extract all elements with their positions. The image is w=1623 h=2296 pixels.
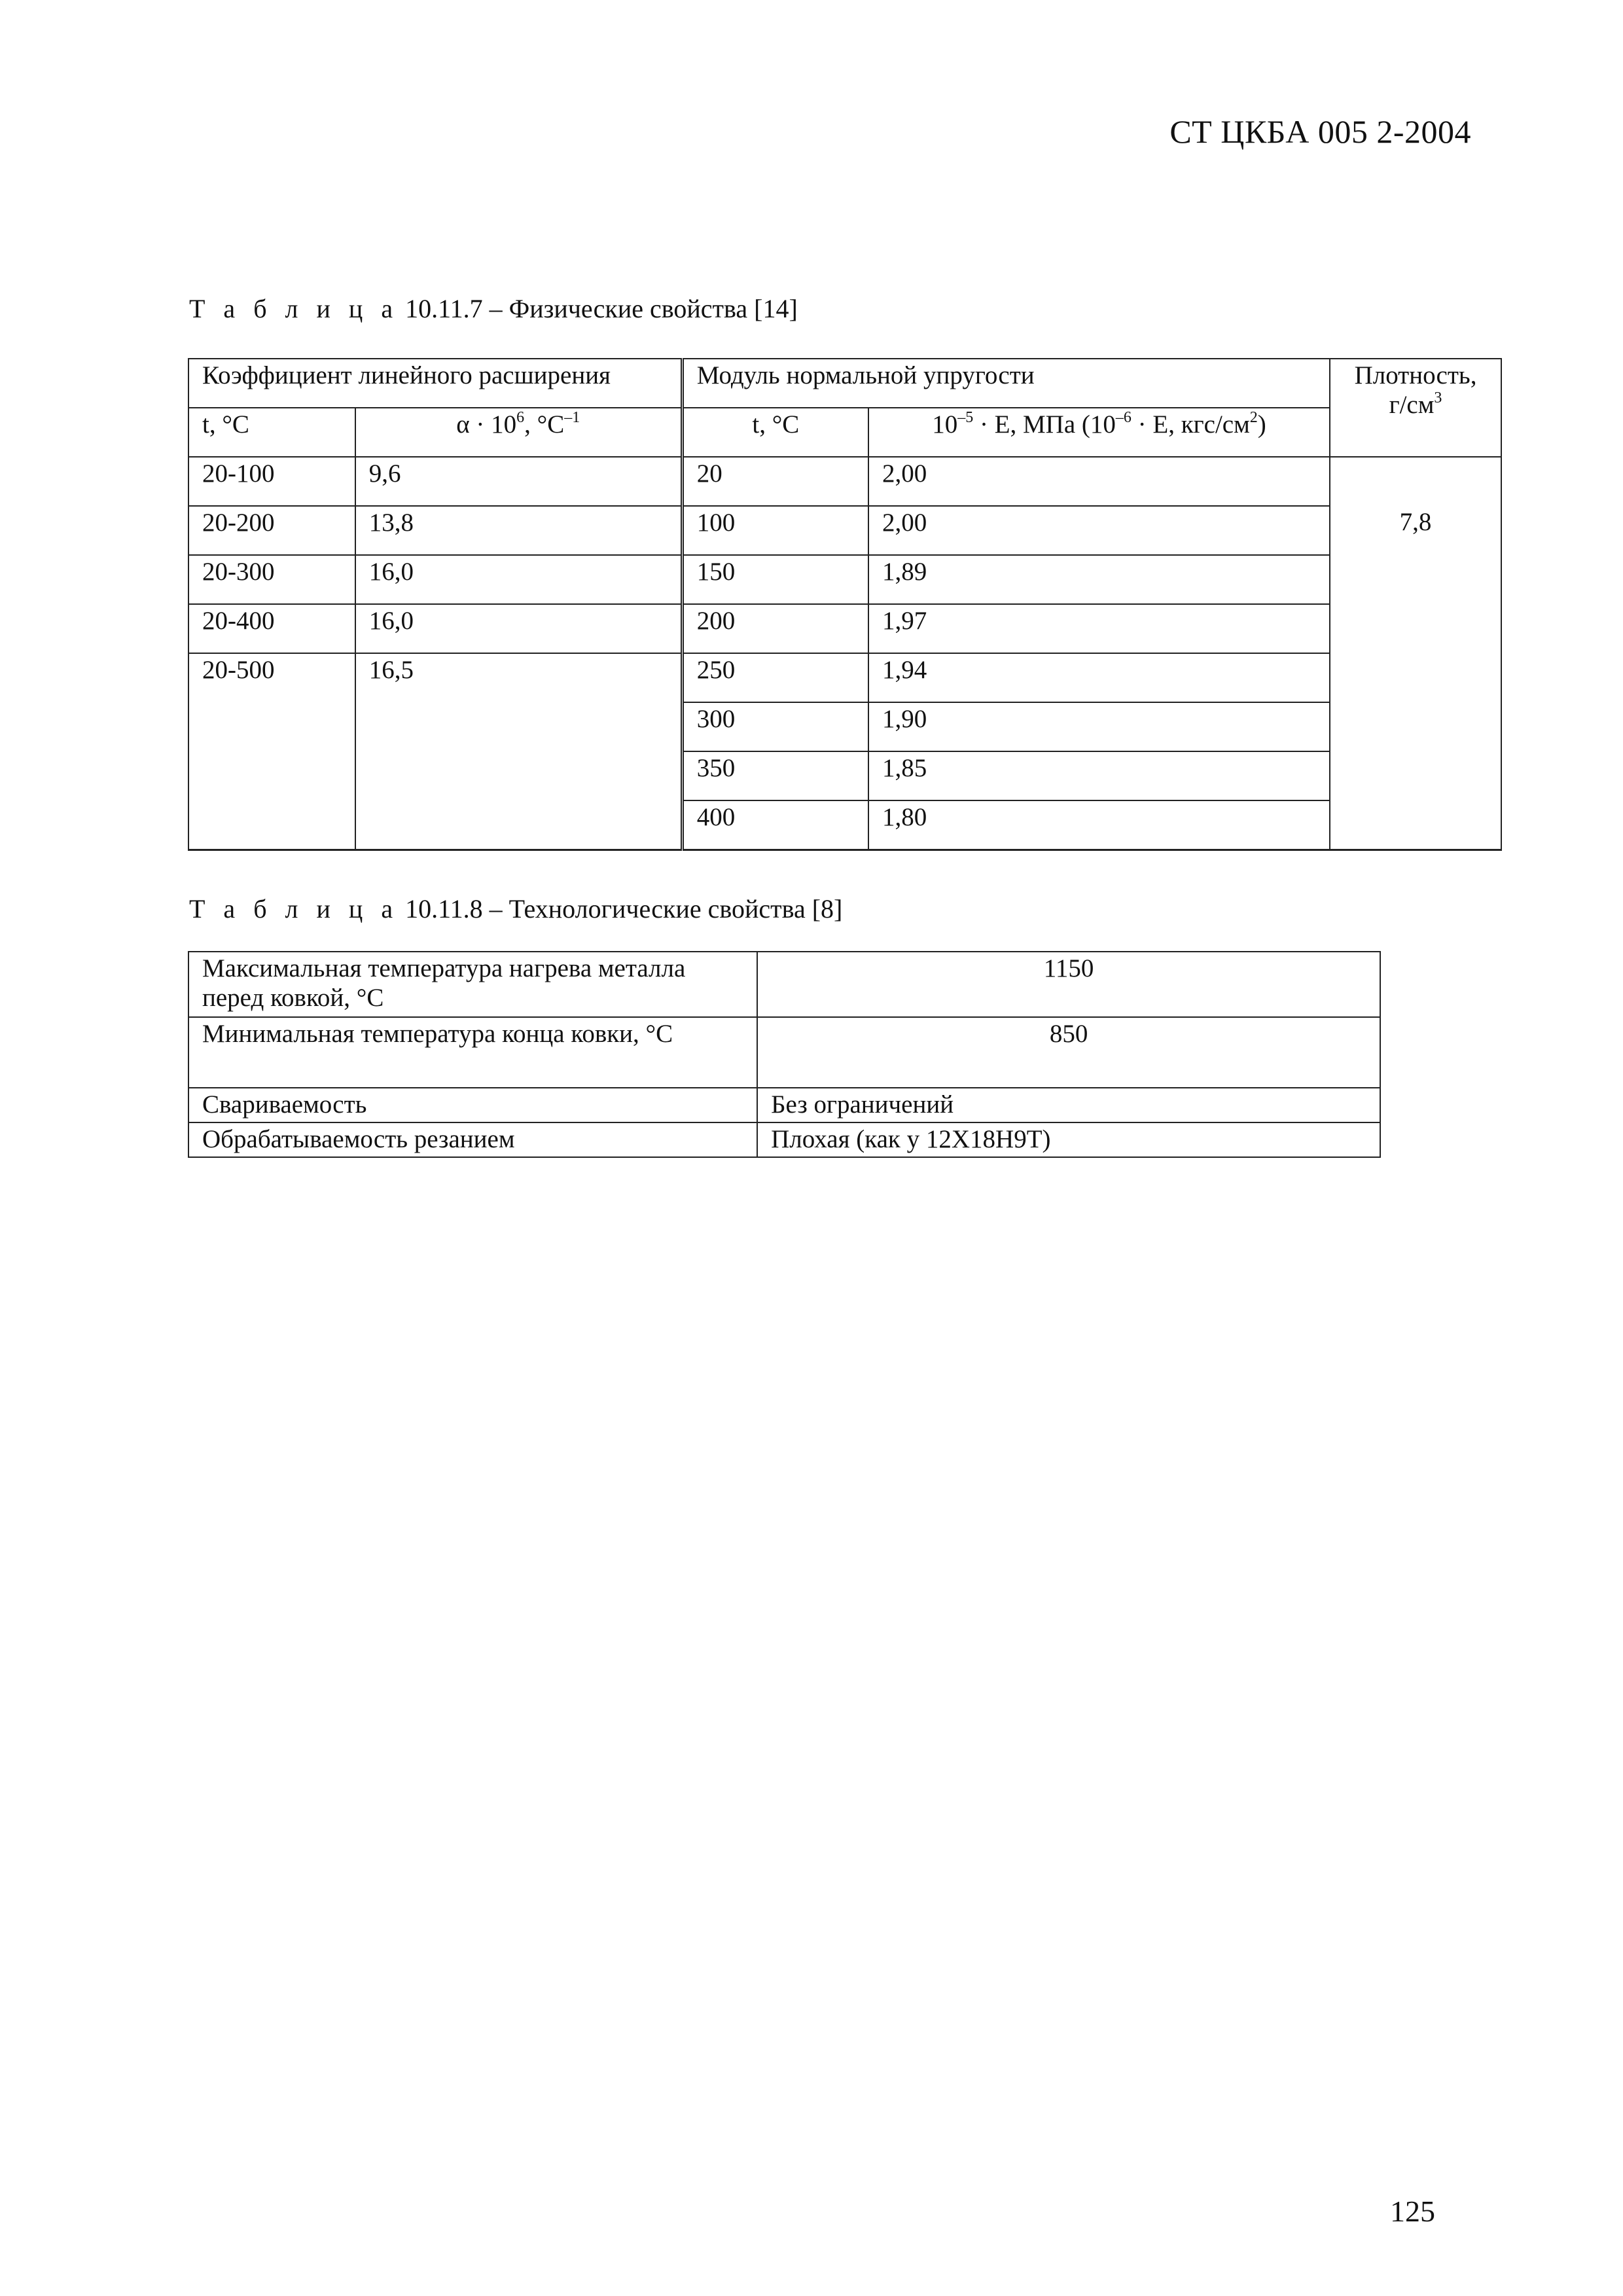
header-alpha bbox=[355, 408, 682, 457]
e-sup1: –5 bbox=[957, 409, 974, 426]
property-cell: Свариваемость bbox=[188, 1088, 757, 1122]
header-expansion-group: Коэффициент линейного расширения bbox=[188, 359, 682, 408]
table-row bbox=[188, 1017, 1380, 1088]
expansion-alpha-cell: 16,0 bbox=[355, 555, 682, 604]
density-value-cell bbox=[1330, 457, 1501, 850]
modulus-e-cell: 2,00 bbox=[868, 506, 1330, 555]
modulus-t-cell: 20 bbox=[682, 457, 868, 506]
e-end: ) bbox=[1257, 410, 1266, 439]
alpha-label: α · 10 bbox=[456, 410, 517, 439]
technological-properties-table bbox=[188, 951, 1381, 1158]
physical-properties-table bbox=[188, 358, 1502, 851]
property-cell: Обрабатываемость резанием bbox=[188, 1122, 757, 1157]
alpha-unit-sup: –1 bbox=[564, 409, 580, 426]
table-row bbox=[188, 604, 1501, 653]
density-header-unit: г/см bbox=[1389, 390, 1435, 419]
modulus-e-cell: 1,90 bbox=[868, 702, 1330, 751]
modulus-t-cell: 200 bbox=[682, 604, 868, 653]
modulus-e-cell: 1,94 bbox=[868, 653, 1330, 702]
header-modulus-group: Модуль нормальной упругости bbox=[682, 359, 1330, 408]
table-row bbox=[188, 555, 1501, 604]
table-caption-technological bbox=[189, 893, 842, 924]
property-cell: Максимальная температура нагрева металла перед ковкой, °C bbox=[188, 952, 757, 1017]
table-subheader-row bbox=[188, 408, 1501, 457]
table-group-header-row bbox=[188, 359, 1501, 408]
caption-label: Т а б л и ц а bbox=[189, 894, 399, 924]
header-density bbox=[1330, 359, 1501, 457]
table-row bbox=[188, 457, 1501, 506]
modulus-e-cell: 1,97 bbox=[868, 604, 1330, 653]
modulus-e-cell: 2,00 bbox=[868, 457, 1330, 506]
e-sup2: –6 bbox=[1115, 409, 1132, 426]
value-cell: Без ограничений bbox=[757, 1088, 1380, 1122]
alpha-sup: 6 bbox=[516, 409, 525, 426]
expansion-t-cell: 20-200 bbox=[188, 506, 355, 555]
e-post: · E, кгс/см bbox=[1131, 410, 1250, 439]
modulus-e-cell: 1,85 bbox=[868, 751, 1330, 800]
property-cell: Минимальная температура конца ковки, °C bbox=[188, 1017, 757, 1088]
modulus-t-cell: 350 bbox=[682, 751, 868, 800]
modulus-t-cell: 400 bbox=[682, 800, 868, 850]
e-mid: · E, МПа (10 bbox=[973, 410, 1116, 439]
table-caption-physical bbox=[189, 293, 798, 324]
expansion-alpha-cell: 16,0 bbox=[355, 604, 682, 653]
density-value: 7,8 bbox=[1399, 507, 1432, 536]
expansion-alpha-cell: 13,8 bbox=[355, 506, 682, 555]
modulus-t-cell: 250 bbox=[682, 653, 868, 702]
caption-number: 10.11.7 bbox=[405, 294, 483, 323]
modulus-t-cell: 300 bbox=[682, 702, 868, 751]
density-header-text: Плотность, bbox=[1354, 361, 1477, 389]
e-sup3: 2 bbox=[1249, 409, 1258, 426]
caption-text: – Физические свойства [14] bbox=[489, 294, 798, 323]
header-modulus-e bbox=[868, 408, 1330, 457]
caption-number: 10.11.8 bbox=[405, 894, 483, 924]
expansion-t-cell: 20-500 bbox=[188, 653, 355, 850]
header-t-modulus: t, °C bbox=[682, 408, 868, 457]
density-unit-sup: 3 bbox=[1434, 389, 1442, 406]
header-t-expansion: t, °C bbox=[188, 408, 355, 457]
modulus-e-cell: 1,89 bbox=[868, 555, 1330, 604]
modulus-t-cell: 100 bbox=[682, 506, 868, 555]
expansion-t-cell: 20-400 bbox=[188, 604, 355, 653]
caption-text: – Технологические свойства [8] bbox=[489, 894, 843, 924]
table-row bbox=[188, 952, 1380, 1017]
modulus-e-cell: 1,80 bbox=[868, 800, 1330, 850]
modulus-t-cell: 150 bbox=[682, 555, 868, 604]
table-row bbox=[188, 1122, 1380, 1157]
value-cell: Плохая (как у 12Х18Н9Т) bbox=[757, 1122, 1380, 1157]
caption-label: Т а б л и ц а bbox=[189, 294, 399, 323]
expansion-alpha-cell: 16,5 bbox=[355, 653, 682, 850]
alpha-unit: , °C bbox=[524, 410, 565, 439]
table-row bbox=[188, 506, 1501, 555]
page-number: 125 bbox=[1390, 2195, 1435, 2228]
expansion-alpha-cell: 9,6 bbox=[355, 457, 682, 506]
expansion-t-cell: 20-100 bbox=[188, 457, 355, 506]
expansion-t-cell: 20-300 bbox=[188, 555, 355, 604]
value-cell: 1150 bbox=[757, 952, 1380, 1017]
table-row bbox=[188, 1088, 1380, 1122]
value-cell: 850 bbox=[757, 1017, 1380, 1088]
table-row bbox=[188, 653, 1501, 702]
e-pre: 10 bbox=[932, 410, 958, 439]
document-code: СТ ЦКБА 005 2-2004 bbox=[1169, 113, 1471, 150]
